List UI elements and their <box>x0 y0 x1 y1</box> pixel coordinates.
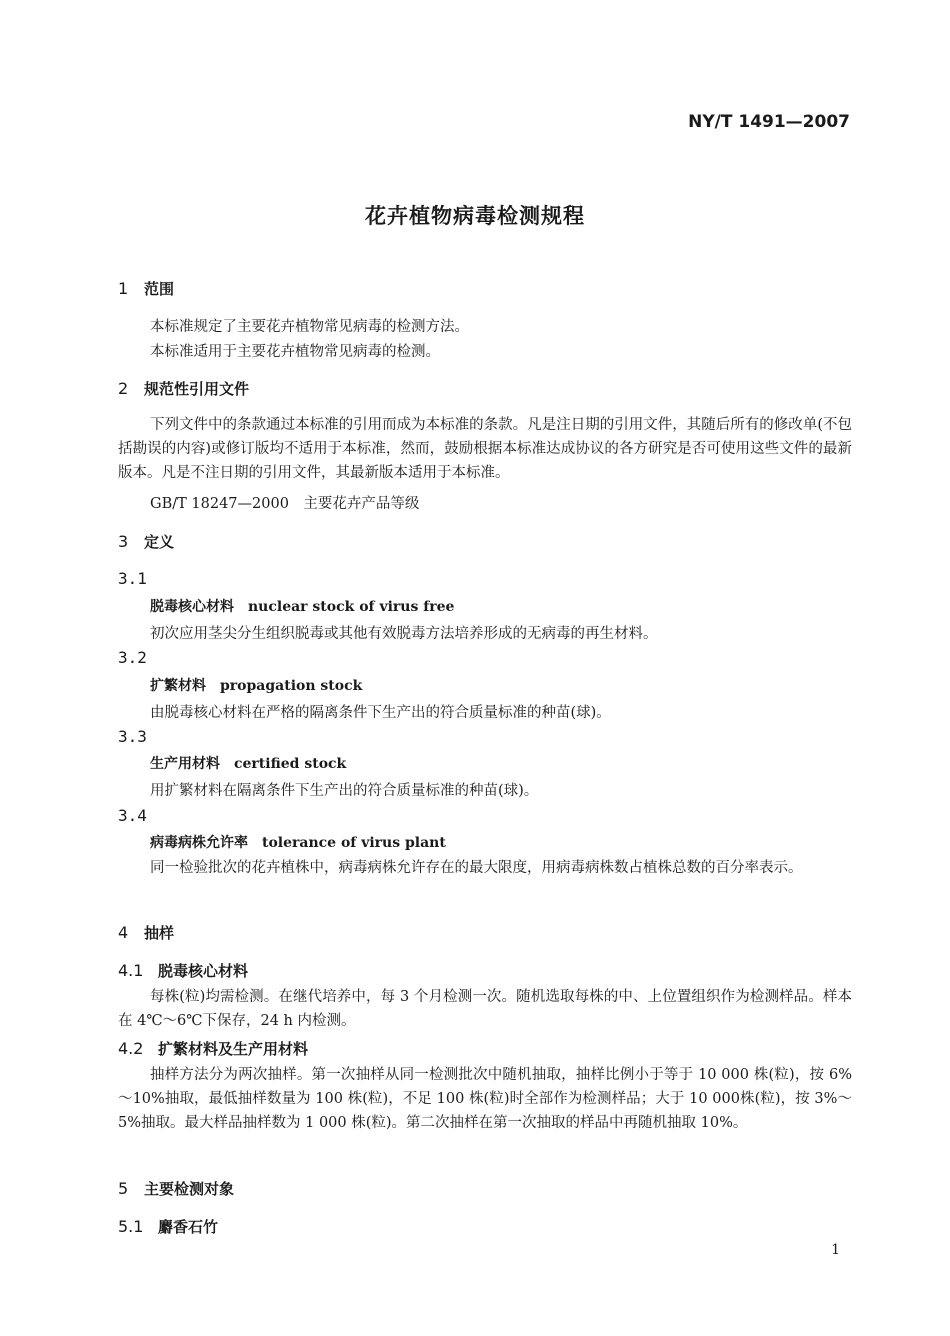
subsection-4-2-text: 抽样方法分为两次抽样。第一次抽样从同一检测批次中随机抽取，抽样比例小于等于 10 000 株(粒)，按 6%～10%抽取，最低抽样数量为 100 株(粒)，不足 100 株(粒)时全部作为检测样品；大于 10 000株(粒)，按 3%～5%抽取。最大样品抽样数为 1 000 株(粒)。第二次抽样在第一次抽取的样品中再随机抽取 10%。 <box>118 1067 852 1131</box>
section-1-paragraph-2: 本标准适用于主要花卉植物常见病毒的检测。 <box>150 344 440 360</box>
definition-3-2-text: 由脱毒核心材料在严格的隔离条件下生产出的符合质量标准的种苗(球)。 <box>150 705 611 721</box>
subsection-4-2-heading <box>118 1038 308 1059</box>
term-en: certified stock <box>234 756 347 772</box>
definition-3-3-text: 用扩繁材料在隔离条件下生产出的符合质量标准的种苗(球)。 <box>150 783 539 799</box>
normative-reference: GB/T 18247—2000 主要花卉产品等级 <box>150 496 420 512</box>
subsection-4-1-heading <box>118 960 248 981</box>
definition-3-1-text: 初次应用茎尖分生组织脱毒或其他有效脱毒方法培养形成的无病毒的再生材料。 <box>150 626 658 642</box>
subsection-number: 5.1 <box>118 1217 144 1236</box>
definition-3-1-number: 3.1 <box>118 569 147 588</box>
subsection-number: 4.1 <box>118 961 144 980</box>
section-title: 抽样 <box>144 924 175 942</box>
definition-3-2-number: 3.2 <box>118 648 147 667</box>
subsection-4-1-text: 每株(粒)均需检测。在继代培养中，每 3 个月检测一次。随机选取每株的中、上位置组织作为检测样品。样本在 4℃～6℃下保存，24 h 内检测。 <box>118 989 852 1029</box>
subsection-5-1-heading <box>118 1216 218 1237</box>
subsection-title: 扩繁材料及生产用材料 <box>158 1040 309 1058</box>
subsection-title: 麝香石竹 <box>158 1218 219 1236</box>
term-cn: 脱毒核心材料 <box>150 599 234 615</box>
definition-3-4-term <box>150 832 446 852</box>
section-number: 4 <box>118 923 129 942</box>
section-1-heading <box>118 278 174 299</box>
section-2-paragraph: 下列文件中的条款通过本标准的引用而成为本标准的条款。凡是注日期的引用文件，其随后所有的修改单(不包括勘误的内容)或修订版均不适用于本标准，然而，鼓励根据本标准达成协议的各方研究是否可使用这些文件的最新版本。凡是不注日期的引用文件，其最新版本适用于本标准。 <box>118 417 852 481</box>
definition-3-4-number: 3.4 <box>118 806 147 825</box>
document-title: 花卉植物病毒检测规程 <box>365 204 585 228</box>
section-title: 定义 <box>144 533 175 551</box>
definition-3-3-number: 3.3 <box>118 727 147 746</box>
section-number: 1 <box>118 279 129 298</box>
section-title: 主要检测对象 <box>144 1180 235 1198</box>
term-cn: 病毒病株允许率 <box>150 835 248 851</box>
subsection-number: 4.2 <box>118 1039 144 1058</box>
section-2-heading <box>118 378 249 399</box>
section-title: 规范性引用文件 <box>144 380 250 398</box>
section-4-heading <box>118 922 174 943</box>
definition-3-2-term <box>150 675 362 695</box>
term-cn: 扩繁材料 <box>150 678 206 694</box>
section-number: 5 <box>118 1179 129 1198</box>
subsection-title: 脱毒核心材料 <box>158 962 249 980</box>
definition-3-1-term <box>150 596 454 616</box>
term-en: tolerance of virus plant <box>262 835 446 851</box>
section-5-heading <box>118 1178 234 1199</box>
term-en: propagation stock <box>220 678 363 694</box>
section-number: 2 <box>118 379 129 398</box>
section-title: 范围 <box>144 280 175 298</box>
term-cn: 生产用材料 <box>150 756 220 772</box>
definition-3-3-term <box>150 753 346 773</box>
standard-code: NY/T 1491—2007 <box>688 112 850 132</box>
section-1-paragraph-1: 本标准规定了主要花卉植物常见病毒的检测方法。 <box>150 319 469 335</box>
definition-3-4-text: 同一检验批次的花卉植株中，病毒病株允许存在的最大限度，用病毒病株数占植株总数的百分率表示。 <box>150 860 803 876</box>
section-3-heading <box>118 531 174 552</box>
term-en: nuclear stock of virus free <box>248 599 455 615</box>
page-number: 1 <box>831 1242 840 1258</box>
section-number: 3 <box>118 532 129 551</box>
